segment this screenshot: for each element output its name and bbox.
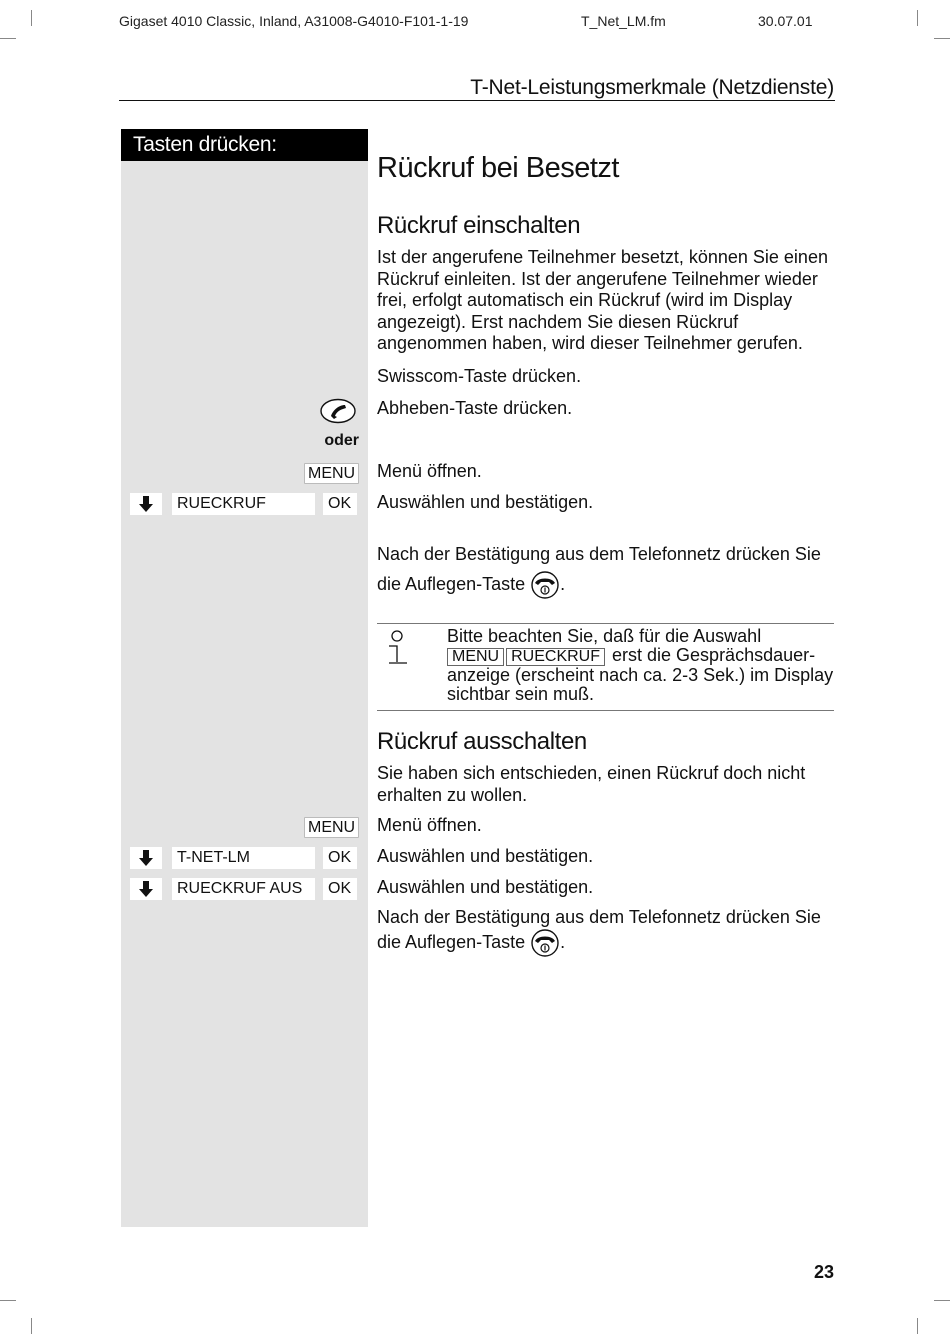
note-top-rule bbox=[377, 623, 834, 624]
header-file: T_Net_LM.fm bbox=[581, 13, 666, 29]
step-select-2: Auswählen und bestätigen. bbox=[377, 846, 594, 866]
header-date: 30.07.01 bbox=[758, 13, 813, 29]
oder-label: oder bbox=[324, 432, 359, 449]
note-rueckruf-key: RUECKRUF bbox=[506, 648, 605, 666]
header-rule bbox=[119, 100, 835, 101]
display-entry-rueckruf-aus[interactable]: RUECKRUF AUS bbox=[172, 878, 315, 900]
crop-mark bbox=[934, 38, 950, 39]
step-select-3: Auswählen und bestätigen. bbox=[377, 877, 594, 897]
intro-ausschalten: Sie haben sich entschieden, einen Rückruf doch nicht erhalten zu wollen. bbox=[377, 763, 806, 805]
handset-lift-icon bbox=[320, 398, 356, 424]
crop-mark bbox=[31, 10, 32, 26]
after-confirm-label: Nach der Bestätigung aus dem Telefonnetz drücken Sie die Auflegen-Taste bbox=[377, 544, 821, 594]
crop-mark bbox=[934, 1300, 950, 1301]
menu-key[interactable]: MENU bbox=[304, 463, 359, 484]
display-entry-t-net-lm[interactable]: T-NET-LM bbox=[172, 847, 315, 869]
info-note-icon bbox=[385, 628, 411, 668]
ok-key-2[interactable]: OK bbox=[323, 847, 357, 869]
heading-rueckruf-ausschalten: Rückruf ausschalten bbox=[377, 728, 587, 755]
ok-key[interactable]: OK bbox=[323, 493, 357, 515]
page-title: Rückruf bei Besetzt bbox=[377, 152, 619, 184]
key-sidebar bbox=[121, 129, 368, 1227]
heading-rueckruf-einschalten: Rückruf einschalten bbox=[377, 212, 581, 239]
menu-key-2[interactable]: MENU bbox=[304, 817, 359, 838]
header-doc-id: Gigaset 4010 Classic, Inland, A31008-G4010-F101-1-19 bbox=[119, 13, 469, 29]
after-confirm-text-2 bbox=[377, 907, 837, 957]
ok-key-3[interactable]: OK bbox=[323, 878, 357, 900]
step-menu-open: Menü öffnen. bbox=[377, 461, 482, 481]
handset-hangup-icon bbox=[530, 929, 560, 957]
step-menu-open-2: Menü öffnen. bbox=[377, 815, 482, 835]
crop-mark bbox=[917, 1318, 918, 1334]
scroll-down-arrow-icon[interactable] bbox=[130, 878, 162, 900]
note-text-after: erst die Gesprächsdauer-anzeige (erscheint nach ca. 2-3 Sek.) im Display sichtbar sein muß. bbox=[447, 645, 834, 704]
section-title: T-Net-Leistungsmerkmale (Netzdienste) bbox=[470, 76, 834, 99]
step-select: Auswählen und bestätigen. bbox=[377, 492, 594, 512]
after-confirm-text bbox=[377, 539, 837, 599]
note-text bbox=[447, 627, 837, 704]
after-confirm-label-2: Nach der Bestätigung aus dem Telefonnetz drücken Sie die Auflegen-Taste bbox=[377, 907, 821, 952]
step-abheben: Abheben-Taste drücken. bbox=[377, 398, 573, 418]
crop-mark bbox=[31, 1318, 32, 1334]
period: . bbox=[560, 574, 566, 594]
page-number: 23 bbox=[813, 1262, 834, 1282]
crop-mark bbox=[917, 10, 918, 26]
intro-paragraph: Ist der angerufene Teilnehmer besetzt, können Sie einen Rückruf einleiten. Ist der angerufene Teilnehmer wieder frei, erfolgt automatisch ein Rückruf (wird im Display angezeigt). Erst nachdem Sie diesen Rückruf angenommen haben, wird dieser Teilnehmer gerufen. bbox=[377, 247, 828, 353]
period: . bbox=[560, 931, 566, 952]
note-menu-key: MENU bbox=[447, 648, 504, 666]
sidebar-heading: Tasten drücken: bbox=[121, 129, 368, 161]
scroll-down-arrow-icon[interactable] bbox=[130, 847, 162, 869]
crop-mark bbox=[0, 38, 16, 39]
step-swisscom: Swisscom-Taste drücken. bbox=[377, 366, 582, 386]
scroll-down-arrow-icon[interactable] bbox=[130, 493, 162, 515]
note-bottom-rule bbox=[377, 710, 834, 711]
display-entry-rueckruf[interactable]: RUECKRUF bbox=[172, 493, 315, 515]
note-text-before: Bitte beachten Sie, daß für die Auswahl bbox=[447, 626, 762, 646]
handset-hangup-icon bbox=[530, 571, 560, 599]
crop-mark bbox=[0, 1300, 16, 1301]
